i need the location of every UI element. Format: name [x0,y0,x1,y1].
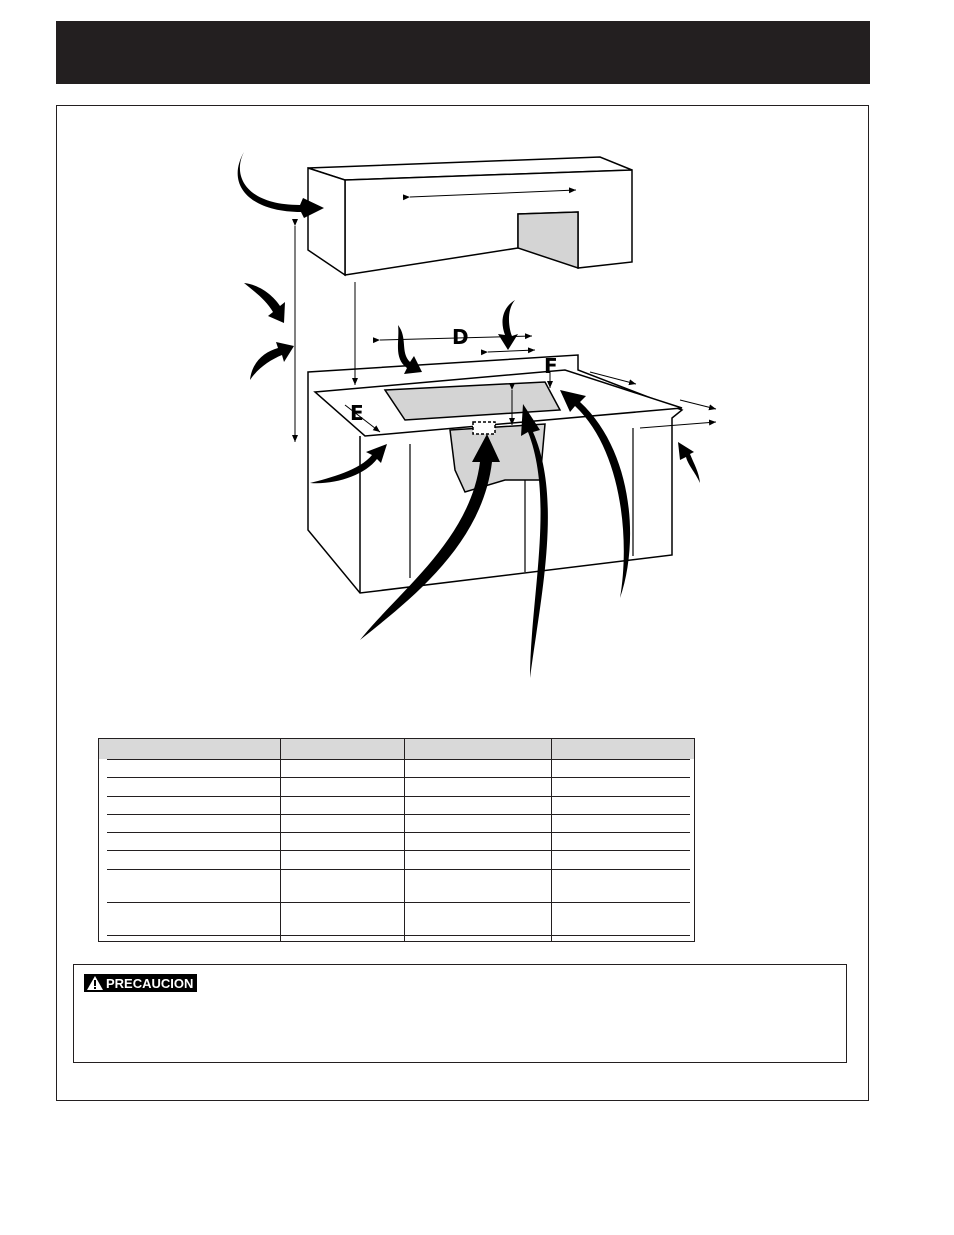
caution-badge [84,974,197,992]
table-column-divider [404,739,405,941]
header-bar [56,21,870,84]
table-row-divider [107,902,690,903]
caution-label: PRECAUCION [106,975,194,991]
range-hood [308,157,632,275]
table-row-divider [107,869,690,870]
dimension-label-f: F [544,354,558,378]
table-row-divider [107,796,690,797]
table-row-divider [107,850,690,851]
table-column-divider [551,739,552,941]
table-column-divider [280,739,281,941]
specification-table [98,738,695,942]
caution-box [73,964,847,1063]
dimension-label-e: E [350,401,364,425]
warning-triangle-icon [86,975,104,991]
table-row-divider [107,832,690,833]
table-header-row [99,739,694,759]
table-row-divider [107,814,690,815]
table-row-divider [107,759,690,760]
installation-diagram [230,140,730,685]
dimension-label-d: D [452,325,469,349]
table-row-divider [107,777,690,778]
table-row-divider [107,935,690,936]
